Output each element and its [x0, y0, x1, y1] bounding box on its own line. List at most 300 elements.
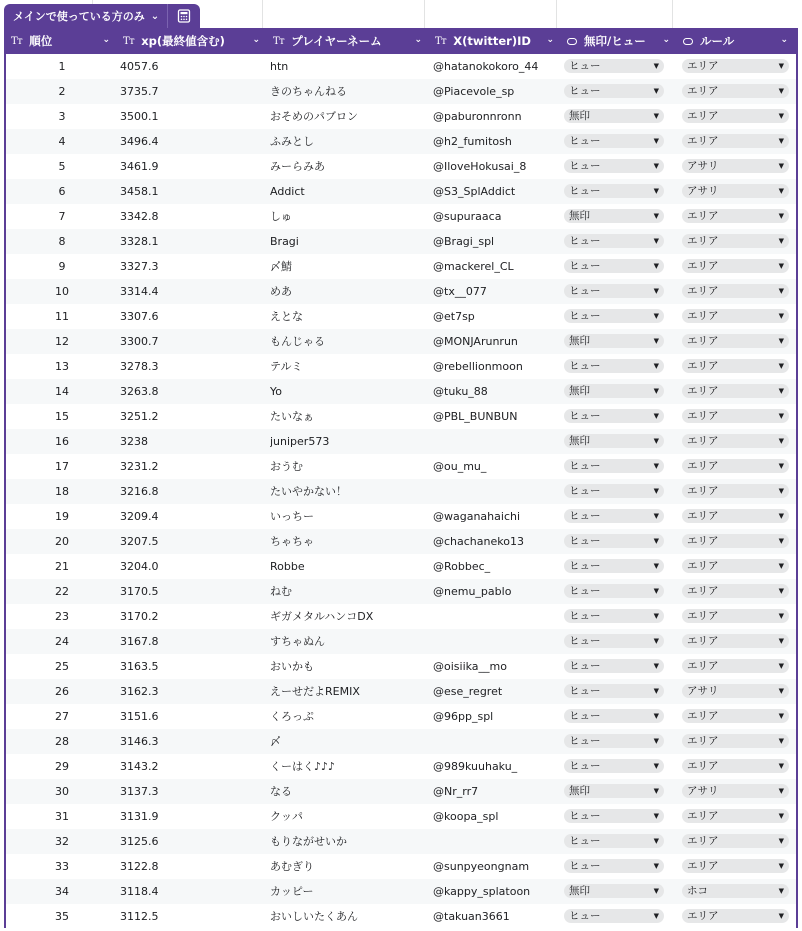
chevron-down-icon[interactable]: ⌄ [150, 10, 160, 22]
rule-cell [682, 479, 792, 504]
chara-value: ヒュー [569, 860, 601, 872]
x-id-cell[interactable]: @nemu_pablo [433, 585, 512, 598]
chevron-down-icon[interactable]: ⌄ [662, 35, 670, 45]
chara-dropdown[interactable] [564, 684, 664, 698]
text-type-icon: Tт [123, 35, 135, 47]
chara-dropdown[interactable] [564, 909, 664, 923]
rank-cell[interactable]: 28 [55, 735, 69, 748]
player-name-cell[interactable]: たいなぁ [270, 410, 314, 423]
rule-dropdown[interactable] [682, 159, 789, 173]
chara-value: ヒュー [569, 160, 601, 172]
chara-dropdown[interactable] [564, 384, 664, 398]
column-header-x-id[interactable]: Tт X(twitter)ID ⌄ [435, 34, 554, 48]
x-id-cell[interactable] [433, 729, 563, 754]
x-id-cell[interactable] [433, 829, 563, 854]
table-row [6, 729, 796, 754]
chara-dropdown[interactable] [564, 334, 664, 348]
rank-cell[interactable]: 16 [55, 435, 69, 448]
chara-dropdown[interactable] [564, 409, 664, 423]
chara-dropdown[interactable] [564, 884, 664, 898]
caret-down-icon: ▼ [653, 212, 659, 220]
chara-dropdown[interactable] [564, 284, 664, 298]
player-name-cell[interactable]: Bragi [270, 235, 299, 248]
rule-dropdown[interactable] [682, 134, 789, 148]
rank-cell[interactable]: 8 [58, 235, 66, 248]
caret-down-icon: ▼ [653, 562, 659, 570]
chara-dropdown[interactable] [564, 634, 664, 648]
xp-cell[interactable]: 3167.8 [120, 635, 159, 648]
rule-dropdown[interactable] [682, 659, 789, 673]
rank-cell[interactable]: 31 [55, 810, 69, 823]
chara-cell [564, 454, 668, 479]
rule-dropdown[interactable] [682, 184, 789, 198]
table-row [6, 354, 796, 379]
caret-down-icon: ▼ [653, 137, 659, 145]
rule-dropdown[interactable] [682, 234, 789, 248]
xp-cell[interactable]: 3231.2 [120, 460, 159, 473]
player-name-cell[interactable]: すちゃぬん [270, 635, 325, 648]
xp-cell[interactable]: 3163.5 [120, 660, 159, 673]
rank-cell[interactable]: 22 [55, 585, 69, 598]
x-id-cell[interactable]: @ou_mu_ [433, 460, 487, 473]
chara-value: ヒュー [569, 585, 601, 597]
rank-cell[interactable]: 13 [55, 360, 69, 373]
chara-value: ヒュー [569, 835, 601, 847]
rule-dropdown[interactable] [682, 909, 789, 923]
xp-cell[interactable]: 3204.0 [120, 560, 159, 573]
caret-down-icon: ▼ [653, 737, 659, 745]
rank-cell[interactable]: 32 [55, 835, 69, 848]
caret-down-icon: ▼ [778, 537, 784, 545]
caret-down-icon: ▼ [653, 512, 659, 520]
chara-dropdown[interactable] [564, 309, 664, 323]
chevron-down-icon[interactable]: ⌄ [414, 35, 422, 45]
rule-dropdown[interactable] [682, 459, 789, 473]
caret-down-icon: ▼ [653, 912, 659, 920]
player-name-cell[interactable]: めあ [270, 285, 292, 298]
xp-cell[interactable]: 3314.4 [120, 285, 159, 298]
table-row [6, 504, 796, 529]
chara-dropdown[interactable] [564, 784, 664, 798]
rule-dropdown[interactable] [682, 884, 789, 898]
xp-cell[interactable]: 3238 [120, 435, 148, 448]
chara-dropdown[interactable] [564, 209, 664, 223]
caret-down-icon: ▼ [653, 887, 659, 895]
view-tab-main[interactable] [4, 4, 167, 28]
rank-cell[interactable]: 25 [55, 660, 69, 673]
player-name-cell[interactable]: おいかも [270, 660, 314, 673]
chara-dropdown[interactable] [564, 859, 664, 873]
table-row [6, 904, 796, 928]
rank-cell[interactable]: 6 [58, 185, 66, 198]
view-tab-label: メインで使っている方のみ [13, 10, 145, 23]
rule-cell [682, 229, 792, 254]
x-id-cell[interactable] [433, 604, 563, 629]
x-id-cell[interactable]: @Bragi_spl [433, 235, 495, 248]
player-name-cell[interactable]: きのちゃんねる [270, 85, 347, 98]
xp-cell[interactable]: 3122.8 [120, 860, 159, 873]
chara-dropdown[interactable] [564, 834, 664, 848]
rule-dropdown[interactable] [682, 809, 789, 823]
xp-cell[interactable]: 3143.2 [120, 760, 159, 773]
x-id-cell[interactable]: @96pp_spl [433, 710, 494, 723]
chara-dropdown[interactable] [564, 584, 664, 598]
player-name-cell[interactable]: みーらみあ [270, 160, 325, 173]
chara-cell [564, 379, 668, 404]
chara-dropdown[interactable] [564, 659, 664, 673]
xp-cell[interactable]: 3500.1 [120, 110, 159, 123]
rank-cell[interactable]: 9 [58, 260, 66, 273]
player-name-cell[interactable]: カッピー [270, 885, 314, 898]
chevron-down-icon[interactable]: ⌄ [546, 35, 554, 45]
table-row [6, 229, 796, 254]
chara-cell [564, 654, 668, 679]
chara-dropdown[interactable] [564, 734, 664, 748]
x-id-cell[interactable]: @supuraaca [433, 210, 502, 223]
xp-cell[interactable]: 3328.1 [120, 235, 159, 248]
rule-dropdown[interactable] [682, 259, 789, 273]
xp-cell[interactable]: 3461.9 [120, 160, 159, 173]
rule-value: アサリ [687, 785, 719, 797]
rank-cell[interactable]: 1 [58, 60, 66, 73]
xp-cell[interactable]: 3137.3 [120, 785, 159, 798]
rule-dropdown[interactable] [682, 784, 789, 798]
x-id-cell[interactable]: @oisiika__mo [433, 660, 507, 673]
rule-value: エリア [687, 910, 719, 922]
player-name-cell[interactable]: おいしいたくあん [270, 910, 358, 923]
x-id-cell[interactable]: @S3_SplAddict [433, 185, 516, 198]
rank-cell[interactable]: 19 [55, 510, 69, 523]
x-id-cell[interactable]: @h2_fumitosh [433, 135, 512, 148]
xp-cell[interactable]: 3146.3 [120, 735, 159, 748]
rank-cell[interactable]: 11 [55, 310, 69, 323]
player-name-cell[interactable]: くーはく♪♪♪ [270, 760, 336, 773]
table-row [6, 304, 796, 329]
rank-cell[interactable]: 24 [55, 635, 69, 648]
rule-cell [682, 704, 792, 729]
rule-dropdown[interactable] [682, 634, 789, 648]
rank-cell[interactable]: 7 [58, 210, 66, 223]
chara-dropdown[interactable] [564, 459, 664, 473]
rule-dropdown[interactable] [682, 109, 789, 123]
caret-down-icon: ▼ [778, 62, 784, 70]
column-header-rank[interactable]: Tт 順位 ⌄ [11, 34, 110, 48]
rule-dropdown[interactable] [682, 559, 789, 573]
player-name-cell[interactable]: Addict [270, 185, 305, 198]
xp-cell[interactable]: 3496.4 [120, 135, 159, 148]
rule-dropdown[interactable] [682, 609, 789, 623]
chara-dropdown[interactable] [564, 59, 664, 73]
column-header-player[interactable]: Tт プレイヤーネーム ⌄ [273, 34, 422, 48]
caret-down-icon: ▼ [778, 337, 784, 345]
chara-dropdown[interactable] [564, 159, 664, 173]
x-id-cell[interactable]: @tuku_88 [433, 385, 488, 398]
dropdown-chip-icon [683, 38, 693, 45]
chara-dropdown[interactable] [564, 84, 664, 98]
x-id-cell[interactable]: @rebellionmoon [433, 360, 523, 373]
caret-down-icon: ▼ [653, 862, 659, 870]
chara-dropdown[interactable] [564, 234, 664, 248]
xp-cell[interactable]: 3170.2 [120, 610, 159, 623]
player-name-cell[interactable]: もりながせいか [270, 835, 347, 848]
xp-cell[interactable]: 3125.6 [120, 835, 159, 848]
x-id-cell[interactable]: @koopa_spl [433, 810, 499, 823]
table-row [6, 704, 796, 729]
rule-dropdown[interactable] [682, 359, 789, 373]
chara-value: ヒュー [569, 485, 601, 497]
player-name-cell[interactable]: テルミ [270, 360, 303, 373]
x-id-cell[interactable]: @chachaneko13 [433, 535, 524, 548]
x-id-cell[interactable]: @mackerel_CL [433, 260, 514, 273]
rule-cell [682, 79, 792, 104]
rule-dropdown[interactable] [682, 384, 789, 398]
chara-cell [564, 804, 668, 829]
rule-dropdown[interactable] [682, 59, 789, 73]
caret-down-icon: ▼ [778, 212, 784, 220]
chara-value: ヒュー [569, 310, 601, 322]
x-id-cell[interactable]: @Nr_rr7 [433, 785, 479, 798]
rank-cell[interactable]: 30 [55, 785, 69, 798]
x-id-cell[interactable]: @hatanokokoro_44 [433, 60, 539, 73]
x-id-cell[interactable]: @tx__077 [433, 285, 487, 298]
chara-dropdown[interactable] [564, 709, 664, 723]
rule-dropdown[interactable] [682, 434, 789, 448]
rank-cell[interactable]: 23 [55, 610, 69, 623]
player-name-cell[interactable]: たいやかない！ [270, 485, 347, 498]
player-name-cell[interactable]: もんじゃる [270, 335, 325, 348]
player-name-cell[interactable]: 〆 [270, 735, 281, 748]
rank-cell[interactable]: 4 [58, 135, 66, 148]
xp-cell[interactable]: 3151.6 [120, 710, 159, 723]
player-name-cell[interactable]: 〆鯖 [270, 260, 292, 273]
player-name-cell[interactable]: しゅ [270, 210, 292, 223]
chara-cell [564, 179, 668, 204]
caret-down-icon: ▼ [778, 562, 784, 570]
column-header-rule[interactable]: ルール ⌄ [678, 28, 796, 54]
x-id-cell[interactable]: @sunpyeongnam [433, 860, 530, 873]
rank-cell[interactable]: 26 [55, 685, 69, 698]
player-name-cell[interactable]: クッパ [270, 810, 303, 823]
column-header-xp[interactable]: Tт xp(最終値含む) ⌄ [123, 34, 260, 48]
rank-cell[interactable]: 18 [55, 485, 69, 498]
x-id-cell[interactable]: @paburonnronn [433, 110, 522, 123]
rule-dropdown[interactable] [682, 484, 789, 498]
column-header-chara[interactable]: 無印/ヒュー ⌄ [562, 28, 678, 54]
x-id-cell[interactable]: @ese_regret [433, 685, 503, 698]
caret-down-icon: ▼ [653, 162, 659, 170]
rank-cell[interactable]: 35 [55, 910, 69, 923]
chara-dropdown[interactable] [564, 759, 664, 773]
calculator-icon [177, 9, 191, 23]
chara-dropdown[interactable] [564, 484, 664, 498]
xp-cell[interactable]: 3342.8 [120, 210, 159, 223]
rank-cell[interactable]: 34 [55, 885, 69, 898]
rank-cell[interactable]: 2 [58, 85, 66, 98]
xp-cell[interactable]: 4057.6 [120, 60, 159, 73]
chara-dropdown[interactable] [564, 534, 664, 548]
xp-cell[interactable]: 3216.8 [120, 485, 159, 498]
chara-dropdown[interactable] [564, 134, 664, 148]
rank-cell[interactable]: 12 [55, 335, 69, 348]
xp-cell[interactable]: 3118.4 [120, 885, 159, 898]
x-id-cell[interactable]: @waganahaichi [433, 510, 521, 523]
table-row [6, 454, 796, 479]
table-row [6, 879, 796, 904]
rank-cell[interactable]: 20 [55, 535, 69, 548]
xp-cell[interactable]: 3112.5 [120, 910, 159, 923]
rank-cell[interactable]: 5 [58, 160, 66, 173]
chara-dropdown[interactable] [564, 809, 664, 823]
xp-cell[interactable]: 3300.7 [120, 335, 159, 348]
rank-cell[interactable]: 14 [55, 385, 69, 398]
caret-down-icon: ▼ [778, 462, 784, 470]
rank-cell[interactable]: 3 [58, 110, 66, 123]
chara-dropdown[interactable] [564, 434, 664, 448]
rule-value: ホコ [687, 885, 708, 897]
rule-dropdown[interactable] [682, 534, 789, 548]
chara-cell [564, 79, 668, 104]
chara-value: ヒュー [569, 185, 601, 197]
x-id-cell[interactable] [433, 429, 563, 454]
chara-cell [564, 429, 668, 454]
xp-cell[interactable]: 3735.7 [120, 85, 159, 98]
xp-cell[interactable]: 3458.1 [120, 185, 159, 198]
caret-down-icon: ▼ [653, 337, 659, 345]
chara-dropdown[interactable] [564, 609, 664, 623]
table-row [6, 529, 796, 554]
rule-value: エリア [687, 660, 719, 672]
caret-down-icon: ▼ [653, 462, 659, 470]
player-name-cell[interactable]: ちゃちゃ [270, 535, 314, 548]
rule-dropdown[interactable] [682, 734, 789, 748]
rank-cell[interactable]: 27 [55, 710, 69, 723]
rule-cell [682, 54, 792, 79]
player-name-cell[interactable]: くろっぷ [270, 710, 314, 723]
rule-value: エリア [687, 310, 719, 322]
rule-dropdown[interactable] [682, 859, 789, 873]
x-id-cell[interactable]: @Robbec_ [433, 560, 491, 573]
rank-cell[interactable]: 29 [55, 760, 69, 773]
view-tab-bar [4, 4, 200, 28]
chara-value: ヒュー [569, 135, 601, 147]
player-name-cell[interactable]: ギガメタルハンコDX [270, 610, 374, 623]
player-name-cell[interactable]: えとな [270, 310, 303, 323]
xp-cell[interactable]: 3278.3 [120, 360, 159, 373]
rule-dropdown[interactable] [682, 509, 789, 523]
rank-cell[interactable]: 21 [55, 560, 69, 573]
chara-value: ヒュー [569, 610, 601, 622]
player-name-cell[interactable]: juniper573 [270, 435, 330, 448]
player-name-cell[interactable]: なる [270, 785, 292, 798]
player-name-cell[interactable]: Robbe [270, 560, 305, 573]
player-name-cell[interactable]: おそめのパブロン [270, 110, 358, 123]
xp-cell[interactable]: 3307.6 [120, 310, 159, 323]
player-name-cell[interactable]: htn [270, 60, 289, 73]
xp-cell[interactable]: 3170.5 [120, 585, 159, 598]
x-id-cell[interactable]: @PBL_BUNBUN [433, 410, 518, 423]
table-row [6, 404, 796, 429]
rule-cell [682, 754, 792, 779]
rank-cell[interactable]: 10 [55, 285, 69, 298]
x-id-cell[interactable]: @Piacevole_sp [433, 85, 515, 98]
xp-cell[interactable]: 3263.8 [120, 385, 159, 398]
player-name-cell[interactable]: おうむ [270, 460, 303, 473]
rule-cell [682, 579, 792, 604]
rule-value: アサリ [687, 685, 719, 697]
chara-dropdown[interactable] [564, 559, 664, 573]
player-name-cell[interactable]: あむぎり [270, 860, 314, 873]
x-id-cell[interactable] [433, 629, 563, 654]
rank-cell[interactable]: 15 [55, 410, 69, 423]
x-id-cell[interactable]: @989kuuhaku_ [433, 760, 518, 773]
xp-cell[interactable]: 3209.4 [120, 510, 159, 523]
chara-dropdown[interactable] [564, 509, 664, 523]
x-id-cell[interactable] [433, 479, 563, 504]
player-name-cell[interactable]: いっちー [270, 510, 314, 523]
rank-cell[interactable]: 17 [55, 460, 69, 473]
rule-dropdown[interactable] [682, 684, 789, 698]
table-row [6, 829, 796, 854]
player-name-cell[interactable]: えーせだよREMIX [270, 685, 360, 698]
x-id-cell[interactable]: @takuan3661 [433, 910, 510, 923]
chara-dropdown[interactable] [564, 359, 664, 373]
chevron-down-icon[interactable]: ⌄ [780, 35, 788, 45]
x-id-cell[interactable]: @MONJArunrun [433, 335, 518, 348]
rule-dropdown[interactable] [682, 209, 789, 223]
calculator-tab[interactable] [168, 4, 200, 28]
xp-cell[interactable]: 3327.3 [120, 260, 159, 273]
rule-value: エリア [687, 535, 719, 547]
rule-dropdown[interactable] [682, 759, 789, 773]
chevron-down-icon[interactable]: ⌄ [252, 35, 260, 45]
rule-dropdown[interactable] [682, 284, 789, 298]
rule-value: エリア [687, 110, 719, 122]
chevron-down-icon[interactable]: ⌄ [102, 35, 110, 45]
rule-cell [682, 154, 792, 179]
rule-dropdown[interactable] [682, 84, 789, 98]
table-header [6, 28, 796, 54]
chara-dropdown[interactable] [564, 184, 664, 198]
chara-cell [564, 229, 668, 254]
rule-dropdown[interactable] [682, 409, 789, 423]
rule-dropdown[interactable] [682, 709, 789, 723]
rule-value: エリア [687, 85, 719, 97]
caret-down-icon: ▼ [778, 887, 784, 895]
xp-cell[interactable]: 3207.5 [120, 535, 159, 548]
x-id-cell[interactable]: @IloveHokusai_8 [433, 160, 527, 173]
player-name-cell[interactable]: ねむ [270, 585, 292, 598]
xp-cell[interactable]: 3131.9 [120, 810, 159, 823]
table-body [6, 54, 796, 928]
xp-cell[interactable]: 3162.3 [120, 685, 159, 698]
xp-cell[interactable]: 3251.2 [120, 410, 159, 423]
rule-dropdown[interactable] [682, 334, 789, 348]
x-id-cell[interactable]: @et7sp [433, 310, 475, 323]
rule-value: エリア [687, 610, 719, 622]
caret-down-icon: ▼ [653, 637, 659, 645]
chara-dropdown[interactable] [564, 259, 664, 273]
rule-dropdown[interactable] [682, 584, 789, 598]
rule-dropdown[interactable] [682, 309, 789, 323]
rank-cell[interactable]: 33 [55, 860, 69, 873]
player-name-cell[interactable]: ふみとし [270, 135, 314, 148]
chara-dropdown[interactable] [564, 109, 664, 123]
caret-down-icon: ▼ [653, 312, 659, 320]
player-name-cell[interactable]: Yo [270, 385, 282, 398]
rule-dropdown[interactable] [682, 834, 789, 848]
x-id-cell[interactable]: @kappy_splatoon [433, 885, 531, 898]
dropdown-chip-icon [567, 38, 577, 45]
